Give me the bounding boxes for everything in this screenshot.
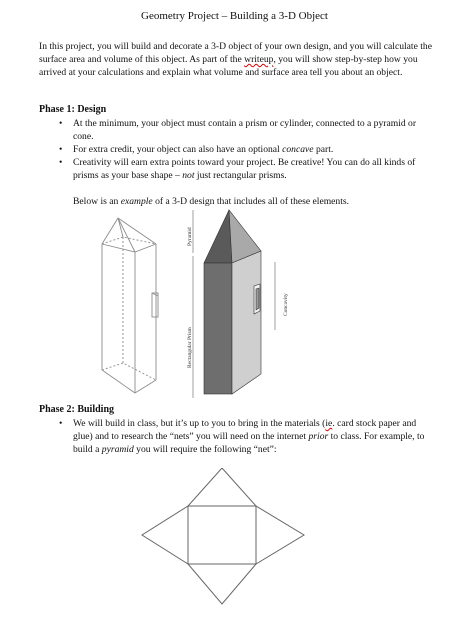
- bullet-emphasis: not: [182, 170, 195, 181]
- list-item: [39, 156, 434, 182]
- example-text: Below is an: [73, 196, 121, 207]
- bullet-text: . card stock paper and glue) and to research the “nets” you will need on the internet: [73, 418, 417, 442]
- phase2-heading: Phase 2: Building: [39, 404, 115, 415]
- list-item: [39, 417, 434, 456]
- net-top-triangle: [188, 468, 256, 506]
- bullet-text: We will build in class, but it’s up to you to bring in the materials (: [73, 418, 326, 429]
- bullet-icon: •: [59, 144, 63, 155]
- bullet-text: Creativity will earn extra points toward your project. Be creative! You can do all kinds of prisms as your base shape –: [73, 157, 416, 181]
- pyramid-label: Pyramid: [187, 227, 193, 246]
- example-3d-figure: [90, 208, 320, 404]
- phase1-bullet-list: [39, 117, 434, 182]
- example-text: of a 3-D design that includes all of these elements.: [152, 196, 350, 207]
- list-item: [39, 117, 434, 143]
- bullet-icon: •: [59, 118, 63, 129]
- misspelled-word: ie: [325, 418, 333, 429]
- phase2-bullet-list: [39, 417, 434, 456]
- page-title: Geometry Project – Building a 3-D Object: [141, 10, 328, 22]
- net-right-triangle: [256, 506, 304, 564]
- phase1-heading: Phase 1: Design: [39, 104, 107, 115]
- bullet-icon: •: [59, 157, 63, 168]
- wireframe-object: [102, 218, 158, 393]
- bullet-text: part.: [313, 144, 334, 155]
- intro-text-1: In this project, you will build and decorate a 3-D object of your own design, and you will calculate the surface area and volume of this object. As part of the: [39, 41, 432, 65]
- net-left-triangle: [142, 506, 188, 564]
- net-square-base: [188, 506, 256, 564]
- example-emphasis: example: [120, 196, 153, 207]
- bullet-text: to class. For example, to build a: [73, 431, 425, 455]
- concavity-label: Concavity: [283, 293, 289, 316]
- prism-label: Rectangular Prism: [187, 327, 193, 368]
- shaded-object: [204, 210, 261, 394]
- misspelled-word: writeup: [244, 54, 274, 65]
- bullet-emphasis: concave: [282, 144, 314, 155]
- example-sentence: [73, 195, 443, 208]
- bullet-text: For extra credit, your object can also have an optional: [73, 144, 283, 155]
- intro-paragraph: [39, 40, 439, 79]
- list-item: [39, 143, 434, 156]
- net-bottom-triangle: [188, 564, 256, 604]
- bullet-text: At the minimum, your object must contain a prism or cylinder, connected to a pyramid or cone.: [73, 118, 417, 142]
- intro-text-2: , you will show step-by-step how you arrived at your calculations and explain what volume and surface area tell you about an object.: [39, 54, 418, 78]
- bullet-emphasis: prior: [308, 431, 329, 442]
- bullet-emphasis: pyramid: [101, 444, 134, 455]
- bullet-text: just rectangular prisms.: [194, 170, 287, 181]
- pyramid-net-diagram: [138, 468, 308, 608]
- bullet-icon: •: [59, 418, 63, 429]
- bullet-text: you will require the following “net”:: [133, 444, 277, 455]
